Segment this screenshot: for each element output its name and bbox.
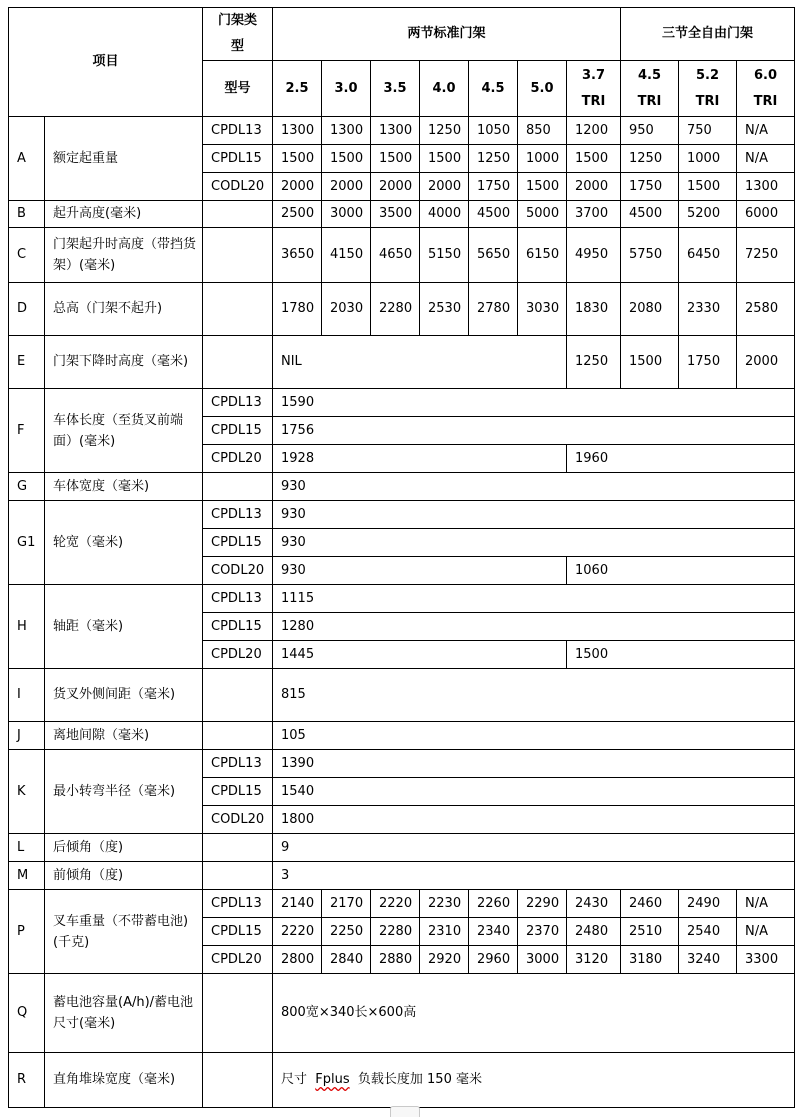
- value-cell: 2280: [371, 283, 420, 336]
- value-cell: 1500: [518, 173, 567, 201]
- row-code: J: [9, 722, 45, 750]
- header-mast-type: 门架类型: [203, 8, 273, 61]
- tri-tag: TRI: [581, 93, 606, 109]
- value-cell: [273, 1053, 795, 1108]
- row-name: 起升高度(毫米): [45, 201, 203, 228]
- value-cell: 3180: [621, 946, 679, 974]
- row-name: 直角堆垛宽度（毫米): [45, 1053, 203, 1108]
- mast-height: 3.0: [322, 61, 371, 117]
- value-cell: 4950: [567, 228, 621, 283]
- value-cell: 930: [273, 501, 795, 529]
- value-cell: 2960: [469, 946, 518, 974]
- tri-height-value: 5.2: [695, 67, 720, 83]
- value-cell: NIL: [273, 336, 567, 389]
- row-code: I: [9, 669, 45, 722]
- value-cell: 1500: [371, 145, 420, 173]
- row-code: R: [9, 1053, 45, 1108]
- value-cell: 2460: [621, 890, 679, 918]
- mast-height: 5.0: [518, 61, 567, 117]
- value-cell: 2220: [273, 918, 322, 946]
- mast-height: 4.5: [469, 61, 518, 117]
- value-cell: 3240: [679, 946, 737, 974]
- spellcheck-flagged-text: Fplus: [315, 1072, 350, 1087]
- row-code: C: [9, 228, 45, 283]
- model-cell: [203, 722, 273, 750]
- value-cell: 2840: [322, 946, 371, 974]
- value-cell: 3120: [567, 946, 621, 974]
- model-cell: CPDL13: [203, 750, 273, 778]
- value-cell: 1300: [371, 117, 420, 145]
- value-cell: 4500: [621, 201, 679, 228]
- value-cell: 1000: [518, 145, 567, 173]
- value-cell: 1750: [621, 173, 679, 201]
- model-cell: [203, 336, 273, 389]
- value-cell: 2080: [621, 283, 679, 336]
- value-cell: 3650: [273, 228, 322, 283]
- model-cell: CPDL13: [203, 585, 273, 613]
- row-name: 前倾角（度): [45, 862, 203, 890]
- model-cell: [203, 283, 273, 336]
- value-cell: N/A: [737, 117, 795, 145]
- table-row: [9, 1053, 795, 1108]
- value-suffix: 负载长度加 150 毫米: [357, 1072, 482, 1087]
- row-code: Q: [9, 974, 45, 1053]
- value-cell: N/A: [737, 918, 795, 946]
- value-cell: 2880: [371, 946, 420, 974]
- table-row: [9, 473, 795, 501]
- tri-tag: TRI: [695, 93, 720, 109]
- table-row: [9, 228, 795, 283]
- row-code: F: [9, 389, 45, 473]
- tri-tag: TRI: [753, 93, 778, 109]
- tri-height: [567, 61, 621, 117]
- value-cell: 2500: [273, 201, 322, 228]
- model-cell: CPDL15: [203, 778, 273, 806]
- value-cell: 930: [273, 557, 567, 585]
- value-cell: 9: [273, 834, 795, 862]
- value-cell: 1060: [567, 557, 795, 585]
- value-cell: 2340: [469, 918, 518, 946]
- value-cell: 5200: [679, 201, 737, 228]
- value-cell: 2780: [469, 283, 518, 336]
- model-cell: CPDL15: [203, 417, 273, 445]
- value-cell: N/A: [737, 890, 795, 918]
- value-cell: 3000: [322, 201, 371, 228]
- table-row: [9, 501, 795, 529]
- value-cell: 5000: [518, 201, 567, 228]
- header-model: 型号: [203, 61, 273, 117]
- value-cell: 1280: [273, 613, 795, 641]
- value-cell: 2490: [679, 890, 737, 918]
- value-cell: 4650: [371, 228, 420, 283]
- value-cell: 2480: [567, 918, 621, 946]
- value-cell: 5750: [621, 228, 679, 283]
- value-cell: 1390: [273, 750, 795, 778]
- value-cell: 105: [273, 722, 795, 750]
- value-cell: 1590: [273, 389, 795, 417]
- value-cell: 3000: [518, 946, 567, 974]
- value-cell: 3: [273, 862, 795, 890]
- mast-height: 2.5: [273, 61, 322, 117]
- value-cell: 3300: [737, 946, 795, 974]
- value-cell: 2510: [621, 918, 679, 946]
- value-cell: 4500: [469, 201, 518, 228]
- value-cell: 1500: [621, 336, 679, 389]
- row-name: 总高（门架不起升): [45, 283, 203, 336]
- value-cell: 2030: [322, 283, 371, 336]
- row-name: 轴距（毫米): [45, 585, 203, 669]
- value-cell: 2540: [679, 918, 737, 946]
- value-cell: 1500: [273, 145, 322, 173]
- value-cell: 800宽×340长×600高: [273, 974, 795, 1053]
- tri-height: [737, 61, 795, 117]
- value-cell: 2000: [322, 173, 371, 201]
- value-cell: 2140: [273, 890, 322, 918]
- value-cell: 5150: [420, 228, 469, 283]
- value-cell: 2800: [273, 946, 322, 974]
- table-row: [9, 585, 795, 613]
- value-cell: 950: [621, 117, 679, 145]
- row-name: 后倾角（度): [45, 834, 203, 862]
- mast-height: 3.5: [371, 61, 420, 117]
- table-row: [9, 336, 795, 389]
- value-cell: 2530: [420, 283, 469, 336]
- value-cell: 2290: [518, 890, 567, 918]
- value-cell: 1500: [322, 145, 371, 173]
- row-name: 蓄电池容量(A/h)/蓄电池尺寸(毫米): [45, 974, 203, 1053]
- model-cell: CPDL20: [203, 445, 273, 473]
- table-row: [9, 750, 795, 778]
- model-cell: CPDL15: [203, 918, 273, 946]
- header-item: 项目: [9, 8, 203, 117]
- row-code: G: [9, 473, 45, 501]
- header-row-1: [9, 8, 795, 61]
- row-name: 额定起重量: [45, 117, 203, 201]
- value-prefix: 尺寸: [281, 1072, 308, 1087]
- row-name: 离地间隙（毫米): [45, 722, 203, 750]
- value-cell: 1960: [567, 445, 795, 473]
- model-cell: [203, 862, 273, 890]
- model-cell: CPDL15: [203, 145, 273, 173]
- value-cell: 6450: [679, 228, 737, 283]
- value-cell: 2310: [420, 918, 469, 946]
- value-cell: 2370: [518, 918, 567, 946]
- model-cell: CODL20: [203, 557, 273, 585]
- value-cell: 3500: [371, 201, 420, 228]
- value-cell: 815: [273, 669, 795, 722]
- row-name: 叉车重量（不带蓄电池)(千克): [45, 890, 203, 974]
- model-cell: CPDL15: [203, 529, 273, 557]
- value-cell: 5650: [469, 228, 518, 283]
- value-cell: 750: [679, 117, 737, 145]
- table-row: [9, 862, 795, 890]
- value-cell: 1300: [737, 173, 795, 201]
- row-code: G1: [9, 501, 45, 585]
- value-cell: 1500: [420, 145, 469, 173]
- model-cell: CPDL13: [203, 890, 273, 918]
- row-name: 货叉外侧间距（毫米): [45, 669, 203, 722]
- model-cell: [203, 473, 273, 501]
- value-cell: 1500: [567, 145, 621, 173]
- spec-table: [8, 7, 795, 1108]
- value-cell: 2430: [567, 890, 621, 918]
- value-cell: 1500: [567, 641, 795, 669]
- value-cell: 7250: [737, 228, 795, 283]
- value-cell: 1050: [469, 117, 518, 145]
- value-cell: 1250: [621, 145, 679, 173]
- row-name: 最小转弯半径（毫米): [45, 750, 203, 834]
- value-cell: 1756: [273, 417, 795, 445]
- model-cell: CODL20: [203, 173, 273, 201]
- value-cell: N/A: [737, 145, 795, 173]
- table-row: [9, 722, 795, 750]
- tri-height-value: 4.5: [637, 67, 662, 83]
- table-row: [9, 974, 795, 1053]
- value-cell: 2170: [322, 890, 371, 918]
- value-cell: 2000: [371, 173, 420, 201]
- table-row: [9, 201, 795, 228]
- value-cell: 2000: [737, 336, 795, 389]
- model-cell: [203, 201, 273, 228]
- value-cell: 1200: [567, 117, 621, 145]
- tri-height-value: 6.0: [753, 67, 778, 83]
- table-row: [9, 834, 795, 862]
- model-cell: CPDL13: [203, 501, 273, 529]
- row-code: K: [9, 750, 45, 834]
- value-cell: 1928: [273, 445, 567, 473]
- value-cell: 1300: [322, 117, 371, 145]
- row-name: 轮宽（毫米): [45, 501, 203, 585]
- model-cell: CPDL13: [203, 117, 273, 145]
- table-row: [9, 283, 795, 336]
- value-cell: 6150: [518, 228, 567, 283]
- value-cell: 1500: [679, 173, 737, 201]
- value-cell: 1800: [273, 806, 795, 834]
- model-cell: CPDL15: [203, 613, 273, 641]
- model-cell: CPDL20: [203, 641, 273, 669]
- model-cell: [203, 228, 273, 283]
- row-code: B: [9, 201, 45, 228]
- value-cell: 2000: [273, 173, 322, 201]
- header-three-stage: 三节全自由门架: [621, 8, 795, 61]
- row-code: E: [9, 336, 45, 389]
- value-cell: 1250: [567, 336, 621, 389]
- value-cell: 1000: [679, 145, 737, 173]
- value-cell: 1780: [273, 283, 322, 336]
- value-cell: 4150: [322, 228, 371, 283]
- row-code: L: [9, 834, 45, 862]
- value-cell: 1250: [420, 117, 469, 145]
- value-cell: 3700: [567, 201, 621, 228]
- model-cell: [203, 1053, 273, 1108]
- tri-height: [621, 61, 679, 117]
- value-cell: 2250: [322, 918, 371, 946]
- value-cell: 1750: [679, 336, 737, 389]
- value-cell: 1540: [273, 778, 795, 806]
- value-cell: 2580: [737, 283, 795, 336]
- value-cell: 1115: [273, 585, 795, 613]
- table-row: [9, 117, 795, 145]
- mast-height: 4.0: [420, 61, 469, 117]
- model-cell: [203, 669, 273, 722]
- header-two-stage: 两节标准门架: [273, 8, 621, 61]
- model-cell: CPDL20: [203, 946, 273, 974]
- value-cell: 6000: [737, 201, 795, 228]
- row-name: 门架下降时高度（毫米): [45, 336, 203, 389]
- row-code: M: [9, 862, 45, 890]
- row-name: 车体宽度（毫米): [45, 473, 203, 501]
- value-cell: 1445: [273, 641, 567, 669]
- value-cell: 850: [518, 117, 567, 145]
- value-cell: 3030: [518, 283, 567, 336]
- model-cell: [203, 834, 273, 862]
- table-row: [9, 389, 795, 417]
- table-row: [9, 669, 795, 722]
- model-cell: [203, 974, 273, 1053]
- tri-height: [679, 61, 737, 117]
- value-cell: 2330: [679, 283, 737, 336]
- value-cell: 2230: [420, 890, 469, 918]
- value-cell: 2000: [567, 173, 621, 201]
- page-tab: [390, 1106, 420, 1117]
- value-cell: 1830: [567, 283, 621, 336]
- value-cell: 4000: [420, 201, 469, 228]
- row-name: 车体长度（至货叉前端面）(毫米): [45, 389, 203, 473]
- tri-tag: TRI: [637, 93, 662, 109]
- row-code: A: [9, 117, 45, 201]
- table-row: [9, 890, 795, 918]
- tri-height-value: 3.7: [581, 67, 606, 83]
- value-cell: 2220: [371, 890, 420, 918]
- value-cell: 1750: [469, 173, 518, 201]
- value-cell: 2260: [469, 890, 518, 918]
- value-cell: 930: [273, 529, 795, 557]
- value-cell: 2000: [420, 173, 469, 201]
- value-cell: 2920: [420, 946, 469, 974]
- value-cell: 2280: [371, 918, 420, 946]
- model-cell: CPDL13: [203, 389, 273, 417]
- value-cell: 1250: [469, 145, 518, 173]
- row-code: H: [9, 585, 45, 669]
- model-cell: CODL20: [203, 806, 273, 834]
- value-cell: 930: [273, 473, 795, 501]
- row-code: D: [9, 283, 45, 336]
- row-code: P: [9, 890, 45, 974]
- row-name: 门架起升时高度（带挡货架）(毫米): [45, 228, 203, 283]
- value-cell: 1300: [273, 117, 322, 145]
